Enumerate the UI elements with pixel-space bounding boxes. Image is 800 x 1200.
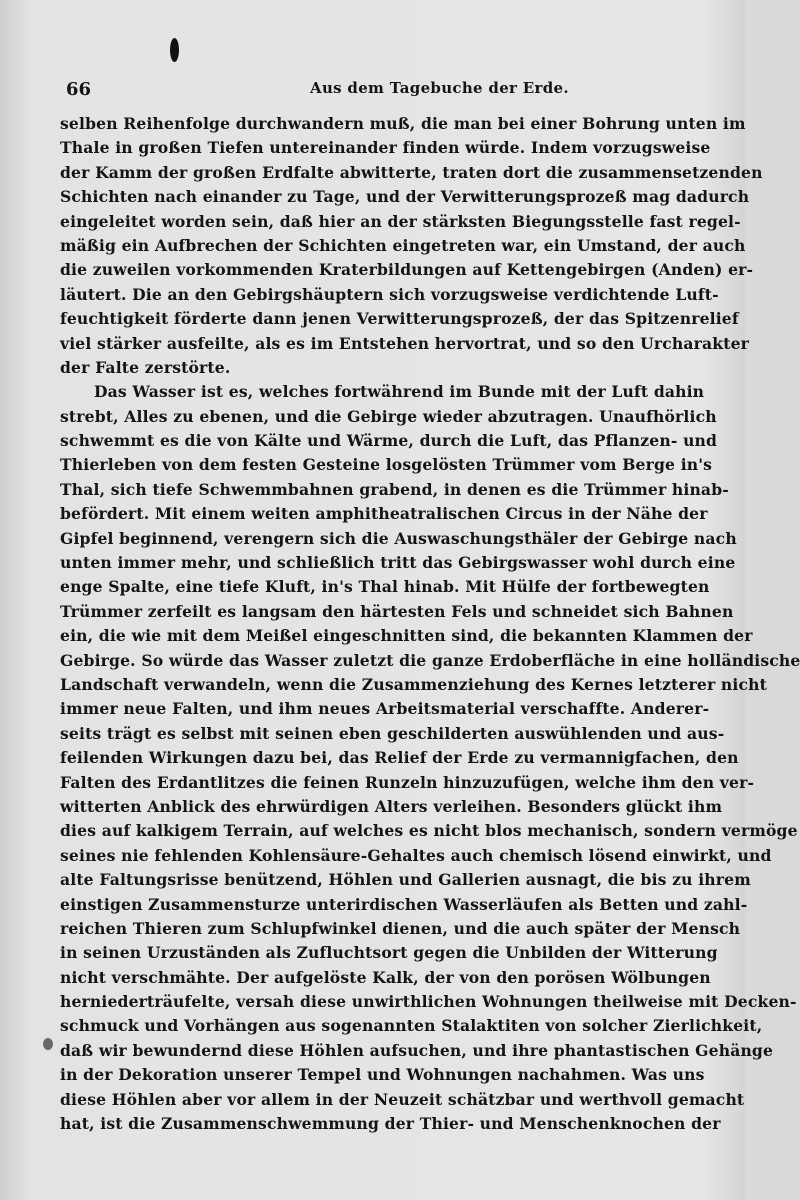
text-line: seines nie fehlenden Kohlensäure-Gehaltes auch chemisch lösend einwirkt, und — [60, 845, 772, 865]
text-line: der Kamm der großen Erdfalte abwitterte, traten dort die zusammensetzenden — [60, 162, 763, 182]
text-line: strebt, Alles zu ebenen, und die Gebirge wieder abzutragen. Unaufhörlich — [60, 406, 717, 426]
text-line: feuchtigkeit förderte dann jenen Verwitterungsprozeß, der das Spitzenrelief — [60, 309, 739, 329]
text-line: hat, ist die Zusammenschwemmung der Thier- und Menschenknochen der — [60, 1114, 721, 1134]
text-line: unten immer mehr, und schließlich tritt das Gebirgswasser wohl durch eine — [60, 553, 736, 573]
text-line: Thierleben von dem festen Gesteine losgelösten Trümmer vom Berge in's — [60, 455, 713, 475]
text-line: Schichten nach einander zu Tage, und der Verwitterungsprozeß mag dadurch — [60, 187, 750, 207]
text-line: alte Faltungsrisse benützend, Höhlen und Gallerien ausnagt, die bis zu ihrem — [60, 870, 751, 890]
text-line: Das Wasser ist es, welches fortwährend im Bunde mit der Luft dahin — [94, 382, 705, 402]
text-line: einstigen Zusammensturze unterirdischen Wasserläufen als Betten und zahl- — [60, 894, 748, 914]
text-line: schmuck und Vorhängen aus sogenannten Stalaktiten von solcher Zierlichkeit, — [60, 1016, 763, 1036]
text-line: nicht verschmähte. Der aufgelöste Kalk, der von den porösen Wölbungen — [60, 967, 711, 987]
text-line: Gebirge. So würde das Wasser zuletzt die ganze Erdoberfläche in eine holländische — [60, 650, 800, 670]
text-line: herniederträufelte, versah diese unwirthlichen Wohnungen theilweise mit Decken- — [60, 992, 797, 1012]
text-line: immer neue Falten, und ihm neues Arbeitsmaterial verschaffte. Anderer- — [60, 699, 710, 719]
page-number: 66 — [66, 79, 92, 100]
text-line: mäßig ein Aufbrechen der Schichten eingetreten war, ein Umstand, der auch — [60, 235, 746, 255]
text-line: läutert. Die an den Gebirgshäuptern sich vorzugsweise verdichtende Luft- — [60, 284, 719, 304]
text-line: reichen Thieren zum Schlupfwinkel dienen, und die auch später der Mensch — [60, 918, 741, 938]
text-line: in seinen Urzuständen als Zufluchtsort gegen die Unbilden der Witterung — [60, 943, 718, 963]
text-line: seits trägt es selbst mit seinen eben geschilderten auswühlenden und aus- — [60, 723, 725, 743]
text-line: dies auf kalkigem Terrain, auf welches es nicht blos mechanisch, sondern vermöge — [60, 821, 798, 841]
text-line: daß wir bewundernd diese Höhlen aufsuchen, und ihre phantastischen Gehänge — [60, 1040, 774, 1060]
text-line: die zuweilen vorkommenden Kraterbildungen auf Kettengebirgen (Anden) er- — [60, 260, 754, 280]
page-header — [60, 75, 700, 101]
text-line: diese Höhlen aber vor allem in der Neuzeit schätzbar und werthvoll gemacht — [60, 1089, 745, 1109]
text-line: Trümmer zerfeilt es langsam den härtesten Fels und schneidet sich Bahnen — [60, 601, 734, 621]
text-line: witterten Anblick des ehrwürdigen Alters verleihen. Besonders glückt ihm — [60, 796, 723, 816]
text-line: ein, die wie mit dem Meißel eingeschnitten sind, die bekannten Klammen der — [60, 626, 753, 646]
text-line: viel stärker ausfeilte, als es im Entstehen hervortrat, und so den Urcharakter — [60, 333, 750, 353]
text-line: Gipfel beginnend, verengern sich die Auswaschungsthäler der Gebirge nach — [60, 528, 737, 548]
ink-blot — [170, 38, 179, 62]
text-line: Falten des Erdantlitzes die feinen Runzeln hinzuzufügen, welche ihm den ver- — [60, 772, 755, 792]
text-line: selben Reihenfolge durchwandern muß, die man bei einer Bohrung unten im — [60, 114, 746, 133]
text-line: der Falte zerstörte. — [60, 357, 231, 377]
text-line: Thale in großen Tiefen untereinander finden würde. Indem vorzugsweise — [60, 138, 711, 158]
running-head: Aus dem Tagebuche der Erde. — [310, 79, 569, 97]
body-text — [60, 112, 800, 1136]
text-line: feilenden Wirkungen dazu bei, das Relief der Erde zu vermannigfachen, den — [60, 748, 739, 768]
text-line: Landschaft verwandeln, wenn die Zusammenziehung des Kernes letzterer nicht — [60, 674, 767, 694]
text-line: befördert. Mit einem weiten amphitheatralischen Circus in der Nähe der — [60, 504, 708, 524]
text-line: eingeleitet worden sein, daß hier an der stärksten Biegungsstelle fast regel- — [60, 211, 741, 231]
ink-blot — [43, 1038, 53, 1050]
text-line: Thal, sich tiefe Schwemmbahnen grabend, in denen es die Trümmer hinab- — [60, 479, 729, 499]
text-line: schwemmt es die von Kälte und Wärme, durch die Luft, das Pflanzen- und — [60, 431, 718, 451]
text-line: in der Dekoration unserer Tempel und Wohnungen nachahmen. Was uns — [60, 1065, 705, 1085]
text-line: enge Spalte, eine tiefe Kluft, in's Thal hinab. Mit Hülfe der fortbewegten — [60, 577, 710, 597]
